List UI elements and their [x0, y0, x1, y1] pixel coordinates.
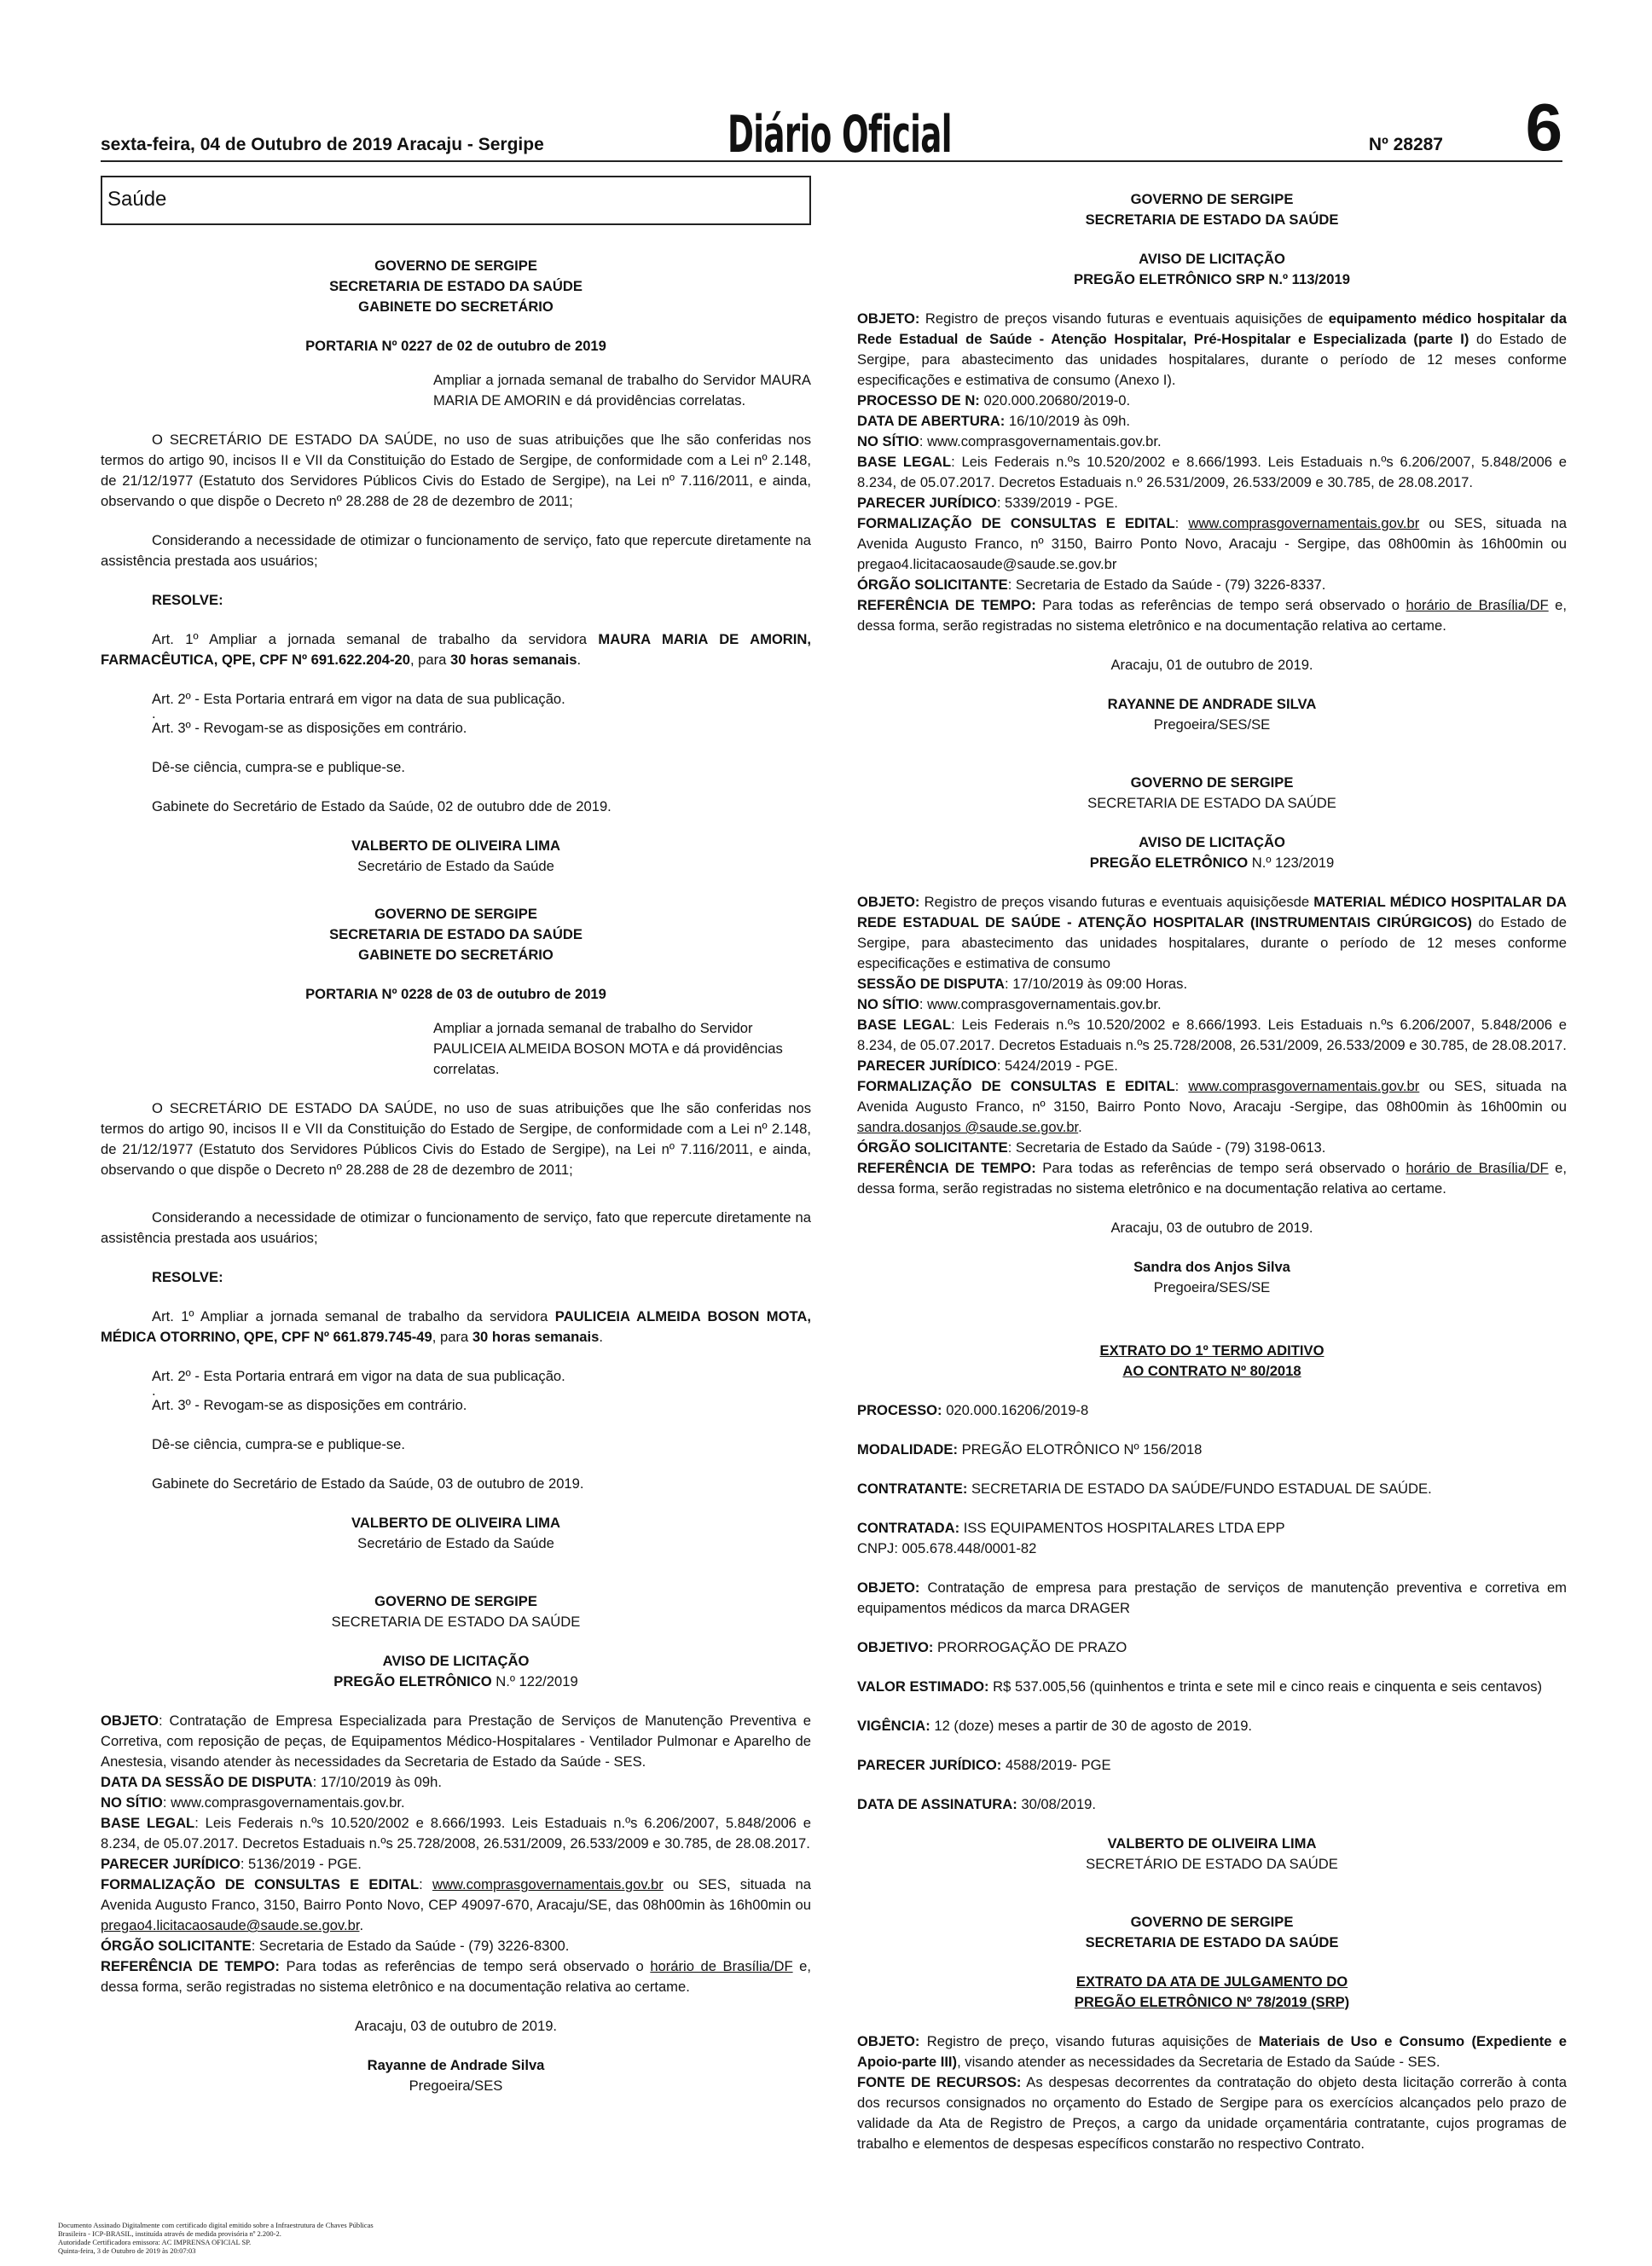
- value-bold: MATERIAL MÉDICO HOSPITALAR DA REDE ESTADUAL DE SAÚDE - ATENÇÃO HOSPITALAR (INSTRUMENTAIS CIRÚRGICOS): [857, 894, 1567, 930]
- signature-name: VALBERTO DE OLIVEIRA LIMA: [1107, 1835, 1317, 1852]
- footnote-line: Autoridade Certificadora emissora: AC IMPRENSA OFICIAL SP.: [58, 2238, 252, 2246]
- org-name: GOVERNO DE SERGIPE: [1130, 191, 1294, 207]
- value: Registro de preços visando futuras e eventuais aquisições de: [919, 310, 1329, 327]
- portaria-art3: Art. 3º - Revogam-se as disposições em contrário.: [152, 1397, 467, 1413]
- art1-end: .: [577, 652, 582, 668]
- sep: :: [419, 1876, 432, 1892]
- extrato-title: EXTRATO DO 1º TERMO ADITIVO: [1099, 1342, 1324, 1359]
- value-2: , visando atender as necessidades da Secretaria de Estado da Saúde - SES.: [957, 2054, 1440, 2070]
- label: NO SÍTIO: [857, 996, 919, 1012]
- art1-end: .: [599, 1329, 603, 1345]
- footnote-line: Quinta-feira, 3 de Outubro de 2019 às 20:07:03: [58, 2246, 196, 2255]
- label: FORMALIZAÇÃO DE CONSULTAS E EDITAL: [857, 515, 1175, 531]
- label: REFERÊNCIA DE TEMPO:: [101, 1958, 280, 1974]
- value: 4588/2019- PGE: [1001, 1757, 1111, 1773]
- value-bold: equipamento médico hospitalar da Rede Estadual de Saúde - Atenção Hospitalar, Pré-Hospitalar e Especializada (parte I): [857, 310, 1567, 347]
- aviso-orgao: [101, 1936, 811, 1956]
- aviso-referencia: [857, 1158, 1567, 1199]
- portaria-art2: Art. 2º - Esta Portaria entrará em vigor na data de sua publicação.: [152, 691, 565, 707]
- portal-link[interactable]: www.comprasgovernamentais.gov.br: [1188, 1078, 1420, 1094]
- label: DATA DE ABERTURA:: [857, 413, 1006, 429]
- page-header: [101, 90, 1562, 165]
- value: : Leis Federais n.ºs 10.520/2002 e 8.666/1993. Leis Estaduais n.ºs 6.206/2007, 5.848/2006 e 8.234, de 05.07.2017. Decretos Estaduais n.º 26.531/2009, 26.533/2009 e 30.785, de 28.08.2017.: [857, 454, 1567, 490]
- value: : Secretaria de Estado da Saúde - (79) 3226-8300.: [251, 1938, 570, 1954]
- value: ISS EQUIPAMENTOS HOSPITALARES LTDA EPP: [959, 1520, 1285, 1536]
- portaria-art3: Art. 3º - Revogam-se as disposições em contrário.: [152, 720, 467, 736]
- pregao-label: PREGÃO ELETRÔNICO: [1089, 855, 1252, 871]
- portaria-art1: [101, 1307, 811, 1347]
- pregao-number: [857, 853, 1567, 873]
- label: REFERÊNCIA DE TEMPO:: [857, 1160, 1036, 1176]
- label: VIGÊNCIA:: [857, 1718, 930, 1734]
- aviso-formalizacao: [857, 1076, 1567, 1138]
- aviso-parecer: [857, 1056, 1567, 1076]
- art1-servidora: MAURA MARIA DE AMORIN, FARMACÊUTICA, QPE, CPF Nº 691.622.204-20: [101, 631, 811, 668]
- sep: :: [1174, 515, 1189, 531]
- aviso-title: AVISO DE LICITAÇÃO: [1139, 251, 1285, 267]
- value: : Leis Federais n.ºs 10.520/2002 e 8.666/1993. Leis Estaduais n.ºs 6.206/2007, 5.848/2006 e 8.234, de 05.07.2017. Decretos Estaduais n.ºs 25.728/2008, 26.531/2009, 26.533/2009 e 30.785, de 28.08.2017.: [101, 1815, 811, 1852]
- aviso-base-legal: [857, 1015, 1567, 1056]
- signature-name: Sandra dos Anjos Silva: [1133, 1259, 1290, 1275]
- label: REFERÊNCIA DE TEMPO:: [857, 597, 1036, 613]
- signature-role: Pregoeira/SES/SE: [1153, 716, 1271, 733]
- value: PRORROGAÇÃO DE PRAZO: [933, 1639, 1127, 1655]
- org-secretaria: SECRETARIA DE ESTADO DA SAÚDE: [331, 1614, 581, 1630]
- email-link[interactable]: pregao4.licitacaosaude@saude.se.gov.br: [101, 1917, 360, 1933]
- label: DATA DE ASSINATURA:: [857, 1796, 1017, 1812]
- value: ou SES, situada na Avenida Augusto Franco, nº 3150, Bairro Ponto Novo, Aracaju -Sergipe, das 08h00min às 16h00min ou: [857, 1078, 1567, 1115]
- footnote-line: Documento Assinado Digitalmente com certificado digital emitido sobre a Infraestrutura de Chaves Públicas: [58, 2221, 374, 2229]
- org-gabinete: GABINETE DO SECRETÁRIO: [358, 947, 554, 963]
- pregao-label: PREGÃO ELETRÔNICO: [333, 1673, 496, 1689]
- value: As despesas decorrentes da contratação do objeto desta licitação correrão à conta dos recursos consignados no orçamento do Estado de Sergipe para os exercícios alcançados pelo prazo de validade da Ata de Registro de Preços, a cargo da unidade orçamentária contratante, cujos programas de trabalho e elementos de despesas específicos constarão no respectivo Contrato.: [857, 2074, 1567, 2152]
- value: 12 (doze) meses a partir de 30 de agosto de 2019.: [930, 1718, 1253, 1734]
- extrato-termo-aditivo: [857, 1341, 1567, 1875]
- portaria-considerando: Considerando a necessidade de otimizar o funcionamento de serviço, fato que repercute diretamente na assistência prestada aos usuários;: [101, 1209, 811, 1246]
- extrato-contratada: [857, 1518, 1567, 1539]
- portaria-intro: O SECRETÁRIO DE ESTADO DA SAÚDE, no uso de suas atribuições que lhe são conferidas nos termos do artigo 90, incisos II e VII da Constituição do Estado de Sergipe, de conformidade com a Lei nº 2.148, de 21/12/1977 (Estatuto dos Servidores Públicos Civis do Estado de Sergipe), na Lei nº 7.116/2011, e ainda, observando o que dispõe o Decreto nº 28.288 de 28 de dezembro de 2011;: [101, 432, 811, 509]
- value: : Leis Federais n.ºs 10.520/2002 e 8.666/1993. Leis Estaduais n.ºs 6.206/2007, 5.848/2006 e 8.234, de 05.07.2017. Decretos Estaduais n.ºs 25.728/2008, 26.531/2009, 26.533/2009 e 30.785, de 28.08.2017.: [857, 1017, 1567, 1053]
- extrato-objeto: [857, 1578, 1567, 1619]
- portaria-art1: [101, 629, 811, 670]
- label: BASE LEGAL: [857, 454, 952, 470]
- aviso-data: [101, 1772, 811, 1793]
- value: 16/10/2019 às 09h.: [1005, 413, 1130, 429]
- aviso-base-legal: [101, 1813, 811, 1854]
- aviso-title: AVISO DE LICITAÇÃO: [1139, 834, 1285, 850]
- portaria-resolve: RESOLVE:: [152, 592, 223, 608]
- end: .: [1078, 1119, 1082, 1135]
- extrato-parecer: [857, 1755, 1567, 1776]
- signature-name: VALBERTO DE OLIVEIRA LIMA: [351, 837, 560, 854]
- art1-text: Art. 1º Ampliar a jornada semanal de trabalho da servidora: [152, 1308, 555, 1324]
- pregao-num: N.º 123/2019: [1251, 855, 1335, 871]
- value: : www.comprasgovernamentais.gov.br.: [162, 1794, 405, 1811]
- label: PARECER JURÍDICO: [857, 495, 997, 511]
- label: NO SÍTIO: [101, 1794, 163, 1811]
- portaria-ciencia: Dê-se ciência, cumpra-se e publique-se.: [152, 759, 405, 775]
- aviso-parecer: [101, 1854, 811, 1875]
- sep: :: [1174, 1078, 1189, 1094]
- aviso-formalizacao: [101, 1875, 811, 1936]
- value: SECRETARIA DE ESTADO DA SAÚDE/FUNDO ESTADUAL DE SAÚDE.: [967, 1481, 1432, 1497]
- art1-servidora: PAULICEIA ALMEIDA BOSON MOTA, MÉDICA OTORRINO, QPE, CPF Nº 661.879.745-49: [101, 1308, 811, 1345]
- newspaper-title: Diário Oficial: [727, 105, 952, 165]
- label: FORMALIZAÇÃO DE CONSULTAS E EDITAL: [857, 1078, 1175, 1094]
- extrato-valor: [857, 1677, 1567, 1697]
- org-secretaria: SECRETARIA DE ESTADO DA SAÚDE: [1085, 1934, 1339, 1950]
- aviso-title: AVISO DE LICITAÇÃO: [382, 1653, 530, 1669]
- portaria-resolve: RESOLVE:: [152, 1269, 223, 1285]
- portaria-ciencia: Dê-se ciência, cumpra-se e publique-se.: [152, 1436, 405, 1452]
- value: 30/08/2019.: [1017, 1796, 1097, 1812]
- label: PROCESSO:: [857, 1402, 942, 1418]
- brasilia-link: horário de Brasília/DF: [1406, 597, 1549, 613]
- portaria-title: PORTARIA Nº 0227 de 02 de outubro de 2019: [305, 338, 606, 354]
- org-name: GOVERNO DE SERGIPE: [374, 906, 537, 922]
- end: .: [359, 1917, 364, 1933]
- portal-link[interactable]: www.comprasgovernamentais.gov.br: [1188, 515, 1420, 531]
- value: Para todas as referências de tempo será observado o: [1035, 597, 1406, 613]
- label: BASE LEGAL: [101, 1815, 195, 1831]
- value: Para todas as referências de tempo será observado o: [1035, 1160, 1406, 1176]
- portaria-0228: [101, 904, 811, 1554]
- org-name: GOVERNO DE SERGIPE: [374, 1593, 537, 1609]
- value: : 17/10/2019 às 09h.: [312, 1774, 442, 1790]
- signature-role: Secretário de Estado da Saúde: [357, 1535, 554, 1551]
- art1-text-2: , para: [409, 652, 450, 668]
- org-name: GOVERNO DE SERGIPE: [1130, 774, 1294, 791]
- value: : 5424/2019 - PGE.: [996, 1058, 1118, 1074]
- aviso-sessao: [857, 974, 1567, 994]
- label: CONTRATANTE:: [857, 1481, 968, 1497]
- label: VALOR ESTIMADO:: [857, 1678, 989, 1695]
- extrato-modalidade: [857, 1440, 1567, 1460]
- value-2: do Estado de Sergipe, para abastecimento das unidades hospitalares, durante o período de 12 meses conforme especificações e estimativa de consumo (Anexo I).: [857, 331, 1567, 388]
- ata-fonte: [857, 2072, 1567, 2154]
- value: : Contratação de Empresa Especializada para Prestação de Serviços de Manutenção Preventiva e Corretiva, com reposição de peças, de Equipamentos Médico-Hospitalares - Ventilador Pulmonar e Aparelho de Anestesia, visando atender às necessidades da Secretaria de Estado da Saúde - SES.: [101, 1713, 811, 1770]
- portaria-considerando: Considerando a necessidade de otimizar o funcionamento de serviço, fato que repercute diretamente na assistência prestada aos usuários;: [101, 532, 811, 569]
- aviso-formalizacao: [857, 513, 1567, 575]
- brasilia-link: horário de Brasília/DF: [650, 1958, 793, 1974]
- portaria-gabinete: Gabinete do Secretário de Estado da Saúde, 02 de outubro dde de 2019.: [152, 798, 612, 814]
- value: PREGÃO ELOTRÔNICO Nº 156/2018: [958, 1441, 1203, 1458]
- ata-subtitle: PREGÃO ELETRÔNICO Nº 78/2019 (SRP): [1074, 1994, 1350, 2010]
- aviso-licitacao-123: [857, 773, 1567, 1298]
- label: NO SÍTIO: [857, 433, 919, 449]
- value: R$ 537.005,56 (quinhentos e trinta e sete mil e cinco reais e cinquenta e seis centavos): [988, 1678, 1543, 1695]
- extrato-ata-julgamento: [857, 1912, 1567, 2154]
- org-gabinete: GABINETE DO SECRETÁRIO: [358, 298, 554, 315]
- right-column: [857, 189, 1567, 2154]
- value-2: do Estado de Sergipe, para abastecimento das unidades hospitalares, durante o período de 12 meses conforme especificações e estimativa de consumo: [857, 914, 1567, 971]
- aviso-local: Aracaju, 03 de outubro de 2019.: [354, 2018, 558, 2034]
- label: OBJETO:: [857, 1579, 920, 1596]
- aviso-orgao: [857, 575, 1567, 595]
- signature-name: Rayanne de Andrade Silva: [367, 2057, 545, 2073]
- aviso-orgao: [857, 1138, 1567, 1158]
- portaria-ementa: Ampliar a jornada semanal de trabalho do Servidor MAURA MARIA DE AMORIN e dá providências correlatas.: [433, 372, 811, 409]
- signature-role: Pregoeira/SES: [409, 2078, 503, 2094]
- art1-text: Art. 1º Ampliar a jornada semanal de trabalho da servidora: [152, 631, 599, 647]
- org-secretaria: SECRETARIA DE ESTADO DA SAÚDE: [1087, 795, 1336, 811]
- aviso-licitacao-122: [101, 1591, 811, 2096]
- value: : www.comprasgovernamentais.gov.br.: [919, 996, 1162, 1012]
- extrato-contratante: [857, 1479, 1567, 1499]
- pregao-num: N.º 122/2019: [496, 1673, 578, 1689]
- label: ÓRGÃO SOLICITANTE: [857, 1139, 1008, 1156]
- portaria-title: PORTARIA Nº 0228 de 03 de outubro de 2019: [305, 986, 606, 1002]
- aviso-processo: [857, 391, 1567, 411]
- label: FONTE DE RECURSOS:: [857, 2074, 1022, 2090]
- extrato-processo: [857, 1400, 1567, 1421]
- ata-title: EXTRATO DA ATA DE JULGAMENTO DO: [1075, 1973, 1348, 1990]
- signature-role: Pregoeira/SES/SE: [1153, 1279, 1271, 1295]
- art1-text-2: , para: [432, 1329, 472, 1345]
- label: PROCESSO DE N:: [857, 392, 980, 409]
- value: : www.comprasgovernamentais.gov.br.: [919, 433, 1162, 449]
- org-name: GOVERNO DE SERGIPE: [374, 258, 537, 274]
- value: : Secretaria de Estado da Saúde - (79) 3226-8337.: [1007, 577, 1326, 593]
- portaria-0227: [101, 256, 811, 877]
- aviso-sitio: [857, 994, 1567, 1015]
- aviso-sitio: [101, 1793, 811, 1813]
- label: OBJETIVO:: [857, 1639, 934, 1655]
- digital-signature-note: [58, 2221, 501, 2255]
- portaria-gabinete: Gabinete do Secretário de Estado da Saúde, 03 de outubro de 2019.: [152, 1475, 584, 1492]
- signature-name: VALBERTO DE OLIVEIRA LIMA: [351, 1515, 560, 1531]
- value: : Secretaria de Estado da Saúde - (79) 3198-0613.: [1007, 1139, 1326, 1156]
- label: PARECER JURÍDICO: [857, 1058, 997, 1074]
- value: Para todas as referências de tempo será observado o: [279, 1958, 651, 1974]
- value: : 17/10/2019 às 09:00 Horas.: [1005, 976, 1188, 992]
- value: 020.000.20680/2019-0.: [979, 392, 1131, 409]
- label: CONTRATADA:: [857, 1520, 960, 1536]
- signature-name: RAYANNE DE ANDRADE SILVA: [1107, 696, 1317, 712]
- org-secretaria: SECRETARIA DE ESTADO DA SAÚDE: [1085, 212, 1339, 228]
- value-2: e, dessa forma, serão registradas no sistema eletrônico e na documentação relativa ao certame.: [857, 1160, 1567, 1197]
- signature-role: SECRETÁRIO DE ESTADO DA SAÚDE: [1086, 1856, 1338, 1872]
- aviso-abertura: [857, 411, 1567, 432]
- aviso-base-legal: [857, 452, 1567, 493]
- email-link[interactable]: sandra.dosanjos @saude.se.gov.br: [857, 1119, 1079, 1135]
- label: SESSÃO DE DISPUTA: [857, 976, 1006, 992]
- aviso-sitio: [857, 432, 1567, 452]
- page-number: 6: [1525, 90, 1562, 165]
- edition-date: sexta-feira, 04 de Outubro de 2019 Aracaju - Sergipe: [101, 135, 544, 154]
- org-name: GOVERNO DE SERGIPE: [1130, 1914, 1294, 1930]
- label: MODALIDADE:: [857, 1441, 958, 1458]
- label: OBJETO:: [857, 2033, 920, 2049]
- extrato-subtitle: AO CONTRATO Nº 80/2018: [1122, 1363, 1301, 1379]
- org-secretaria: SECRETARIA DE ESTADO DA SAÚDE: [329, 926, 583, 942]
- label: PARECER JURÍDICO:: [857, 1757, 1002, 1773]
- aviso-objeto: [101, 1711, 811, 1772]
- value: : 5339/2019 - PGE.: [996, 495, 1118, 511]
- art1-horas: 30 horas semanais: [472, 1329, 600, 1345]
- portaria-intro: O SECRETÁRIO DE ESTADO DA SAÚDE, no uso de suas atribuições que lhe são conferidas nos termos do artigo 90, incisos II e VII da Constituição do Estado de Sergipe, de conformidade com a Lei nº 2.148, de 21/12/1977 (Estatuto dos Servidores Públicos Civis do Estado de Sergipe), na Lei nº 7.116/2011, e ainda, observando o que dispõe o Decreto nº 28.288 de 28 de dezembro de 2011;: [101, 1100, 811, 1178]
- label: ÓRGÃO SOLICITANTE: [101, 1938, 252, 1954]
- label: DATA DA SESSÃO DE DISPUTA: [101, 1774, 313, 1790]
- art1-horas: 30 horas semanais: [450, 652, 577, 668]
- value: 020.000.16206/2019-8: [942, 1402, 1089, 1418]
- brasilia-link: horário de Brasília/DF: [1406, 1160, 1549, 1176]
- aviso-objeto: [857, 892, 1567, 974]
- label: BASE LEGAL: [857, 1017, 952, 1033]
- portaria-art2: Art. 2º - Esta Portaria entrará em vigor na data de sua publicação.: [152, 1368, 565, 1384]
- aviso-local: Aracaju, 03 de outubro de 2019.: [1110, 1220, 1313, 1236]
- aviso-referencia: [857, 595, 1567, 636]
- value: Registro de preços visando futuras e eventuais aquisiçõesde: [919, 894, 1314, 910]
- aviso-parecer: [857, 493, 1567, 513]
- value-bold: Materiais de Uso e Consumo (Expediente e Apoio-parte III): [857, 2033, 1567, 2070]
- value: : 5136/2019 - PGE.: [240, 1856, 362, 1872]
- aviso-licitacao-113: [857, 189, 1567, 735]
- value: Registro de preço, visando futuras aquisições de: [919, 2033, 1259, 2049]
- section-title: Saúde: [101, 176, 811, 225]
- ata-objeto: [857, 2031, 1567, 2072]
- extrato-assinatura: [857, 1794, 1567, 1815]
- extrato-vigencia: [857, 1716, 1567, 1736]
- edition-number: Nº 28287: [1368, 135, 1443, 154]
- extrato-cnpj: CNPJ: 005.678.448/0001-82: [857, 1540, 1037, 1556]
- pregao-number: [101, 1672, 811, 1692]
- label: OBJETO:: [857, 894, 920, 910]
- label: FORMALIZAÇÃO DE CONSULTAS E EDITAL: [101, 1876, 420, 1892]
- portaria-dot: .: [152, 1382, 156, 1399]
- portaria-dot: .: [152, 705, 156, 722]
- org-secretaria: SECRETARIA DE ESTADO DA SAÚDE: [329, 278, 583, 294]
- value: ou SES, situada na Avenida Augusto Franco, 3150, Bairro Ponto Novo, CEP 49097-670, Aracaju/SE, das 08h00min às 16h00min ou: [101, 1876, 811, 1913]
- value-2: e, dessa forma, serão registradas no sistema eletrônico e na documentação relativa ao certame.: [101, 1958, 811, 1995]
- aviso-local: Aracaju, 01 de outubro de 2019.: [1110, 657, 1313, 673]
- value-2: e, dessa forma, serão registradas no sistema eletrônico e na documentação relativa ao certame.: [857, 597, 1567, 634]
- value: Contratação de empresa para prestação de serviços de manutenção preventiva e corretiva em equipamentos médicos da marca DRAGER: [857, 1579, 1567, 1616]
- extrato-objetivo: [857, 1637, 1567, 1658]
- label: OBJETO: [101, 1713, 159, 1729]
- aviso-referencia: [101, 1956, 811, 1997]
- aviso-objeto: [857, 309, 1567, 391]
- left-column: [101, 176, 811, 2096]
- portaria-ementa: Ampliar a jornada semanal de trabalho do Servidor PAULICEIA ALMEIDA BOSON MOTA e dá providências correlatas.: [433, 1020, 783, 1077]
- signature-role: Secretário de Estado da Saúde: [357, 858, 554, 874]
- label: OBJETO:: [857, 310, 920, 327]
- label: PARECER JURÍDICO: [101, 1856, 241, 1872]
- portal-link[interactable]: www.comprasgovernamentais.gov.br: [432, 1876, 664, 1892]
- pregao-number: PREGÃO ELETRÔNICO SRP N.º 113/2019: [1074, 271, 1350, 287]
- footnote-line: Brasileira - ICP-BRASIL, instituída através de medida provisória nº 2.200-2.: [58, 2229, 281, 2238]
- value: ou SES, situada na Avenida Augusto Franco, nº 3150, Bairro Ponto Novo, Aracaju - Sergipe, das 08h00min às 16h00min ou pregao4.licitacaosaude@saude.se.gov.br: [857, 515, 1567, 572]
- label: ÓRGÃO SOLICITANTE: [857, 577, 1008, 593]
